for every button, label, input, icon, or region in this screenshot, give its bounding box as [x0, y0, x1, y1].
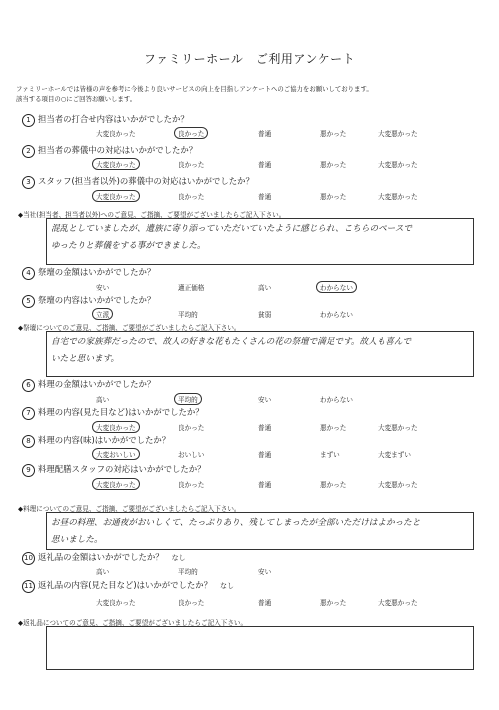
- q2-option-2[interactable]: 良かった: [178, 161, 205, 169]
- q10-number: 10: [22, 552, 35, 565]
- q3-option-1[interactable]: 大変良かった: [92, 190, 140, 202]
- q3-option-2[interactable]: 良かった: [178, 193, 205, 201]
- q7-option-5[interactable]: 大変悪かった: [378, 424, 418, 432]
- q8-option-1[interactable]: 大変おいしい: [92, 448, 140, 460]
- q4-question: [22, 266, 155, 280]
- q6-option-2[interactable]: 平均的: [174, 393, 202, 405]
- q3-option-4[interactable]: 悪かった: [320, 193, 347, 201]
- q8-question: [22, 434, 170, 448]
- q2-number: 2: [22, 145, 35, 158]
- q4-option-3[interactable]: 高い: [258, 284, 272, 292]
- q7-option-2[interactable]: 良かった: [178, 424, 205, 432]
- q11-number: 11: [22, 580, 35, 593]
- q8-text: 料理の内容(味)はいかがでしたか？: [38, 435, 171, 445]
- q11-question: [22, 579, 234, 593]
- q1-option-4[interactable]: 悪かった: [320, 130, 347, 138]
- q3-options: [0, 191, 499, 203]
- q6-number: 6: [22, 379, 35, 392]
- q8-option-3[interactable]: 普通: [258, 451, 272, 459]
- q3-option-3[interactable]: 普通: [258, 193, 272, 201]
- q4-option-2[interactable]: 適正価格: [178, 284, 205, 292]
- q5-option-4[interactable]: わからない: [320, 311, 353, 319]
- intro-line-1: ファミリーホールでは皆様の声を参考に今後より良いサービスの向上を目指しアンケートへのご協力をお願いしております。: [16, 85, 373, 93]
- q6-option-1[interactable]: 高い: [96, 396, 110, 404]
- q11-option-1[interactable]: 大変良かった: [96, 599, 136, 607]
- q7-question: [22, 406, 204, 420]
- comment2-box[interactable]: [46, 331, 474, 377]
- q9-options: [0, 479, 499, 491]
- comment3-handwritten-line-1: お昼の料理、お通夜がおいしくて、たっぷりあり、残してしまったが全部いただけはよかったと: [51, 518, 421, 528]
- q3-question: [22, 175, 254, 189]
- q2-question: [22, 144, 197, 158]
- q6-option-4[interactable]: わからない: [320, 396, 353, 404]
- q8-option-2[interactable]: おいしい: [178, 451, 205, 459]
- q3-text: スタッフ(担当者以外)の葬儀中の対応はいかがでしたか？: [38, 176, 254, 186]
- q1-option-1[interactable]: 大変良かった: [96, 130, 136, 138]
- q4-option-1[interactable]: 安い: [96, 284, 110, 292]
- q3-option-5[interactable]: 大変悪かった: [378, 193, 418, 201]
- q6-question: [22, 378, 155, 392]
- q2-option-1[interactable]: 大変良かった: [92, 158, 140, 170]
- survey-title: ファミリーホール ご利用アンケート: [143, 52, 356, 66]
- q1-number: 1: [22, 114, 35, 127]
- q10-note: なし: [171, 554, 186, 562]
- comment1-handwritten-line-1: 混乱としていましたが、遺族に寄り添っていただいていたように感じられ、こちらのペースで: [51, 224, 413, 234]
- q5-option-1[interactable]: 立派: [92, 308, 113, 320]
- q10-option-3[interactable]: 安い: [258, 568, 272, 576]
- q11-option-4[interactable]: 悪かった: [320, 599, 347, 607]
- q11-note: なし: [220, 582, 235, 590]
- q9-option-2[interactable]: 良かった: [178, 481, 205, 489]
- q11-option-2[interactable]: 良かった: [178, 599, 205, 607]
- q11-option-5[interactable]: 大変悪かった: [378, 599, 418, 607]
- q5-text: 祭壇の内容はいかがでしたか？: [38, 295, 156, 305]
- q8-number: 8: [22, 435, 35, 448]
- q7-option-3[interactable]: 普通: [258, 424, 272, 432]
- q5-option-3[interactable]: 貧弱: [258, 311, 272, 319]
- q2-option-5[interactable]: 大変悪かった: [378, 161, 418, 169]
- q9-option-5[interactable]: 大変悪かった: [378, 481, 418, 489]
- q1-options: [0, 128, 499, 140]
- q9-question: [22, 463, 206, 477]
- q9-option-1[interactable]: 大変良かった: [92, 478, 140, 490]
- q1-option-3[interactable]: 普通: [258, 130, 272, 138]
- q11-option-3[interactable]: 普通: [258, 599, 272, 607]
- intro-line-2: 該当する項目の○にご回答お願いします。: [16, 95, 137, 103]
- q5-number: 5: [22, 295, 35, 308]
- q8-option-5[interactable]: 大変まずい: [378, 451, 411, 459]
- q5-question: [22, 294, 155, 308]
- q9-number: 9: [22, 464, 35, 477]
- comment1-box[interactable]: [46, 218, 474, 265]
- q6-option-3[interactable]: 安い: [258, 396, 272, 404]
- q7-number: 7: [22, 407, 35, 420]
- q4-option-4[interactable]: わからない: [316, 281, 357, 293]
- comment1-heading: ◆当社(担当者、担当者以外)へのご意見、ご指摘、ご要望がございましたらご記入下さい。: [18, 211, 286, 219]
- q2-option-3[interactable]: 普通: [258, 161, 272, 169]
- q10-options: [0, 566, 499, 578]
- q1-option-5[interactable]: 大変悪かった: [378, 130, 418, 138]
- comment2-handwritten-line-2: いたと思います。: [51, 354, 120, 364]
- q10-option-1[interactable]: 高い: [96, 568, 110, 576]
- q2-option-4[interactable]: 悪かった: [320, 161, 347, 169]
- comment4-box[interactable]: [46, 626, 474, 670]
- comment2-heading: ◆祭壇についてのご意見、ご指摘、ご要望がございましたらご記入下さい。: [18, 324, 241, 332]
- q4-number: 4: [22, 267, 35, 280]
- q5-option-2[interactable]: 平均的: [178, 311, 198, 319]
- comment3-box[interactable]: [46, 512, 474, 550]
- comment3-handwritten-line-2: 思いました。: [51, 535, 103, 545]
- comment3-heading: ◆料理についてのご意見、ご指摘、ご要望がございましたらご記入下さい。: [18, 505, 241, 513]
- q4-options: [0, 282, 499, 294]
- comment4-heading: ◆返礼品についてのご意見、ご指摘、ご要望がございましたらご記入下さい。: [18, 619, 248, 627]
- q7-option-1[interactable]: 大変良かった: [92, 421, 140, 433]
- q2-text: 担当者の葬儀中の対応はいかがでしたか？: [38, 145, 198, 155]
- q7-text: 料理の内容(見た目など)はいかがでしたか？: [38, 407, 204, 417]
- q8-options: [0, 449, 499, 461]
- q3-number: 3: [22, 176, 35, 189]
- q10-question: [22, 551, 186, 565]
- q7-options: [0, 422, 499, 434]
- q6-text: 料理の金額はいかがでしたか？: [38, 379, 156, 389]
- q6-options: [0, 394, 499, 406]
- intro-text: [16, 84, 486, 104]
- q11-options: [0, 597, 499, 609]
- q5-options: [0, 309, 499, 321]
- q11-text: 返礼品の内容(見た目など)はいかがでしたか？: [38, 580, 213, 590]
- q1-option-2[interactable]: 良かった: [174, 127, 208, 139]
- comment2-handwritten-line-1: 自宅での家族葬だったので、故人の好きな花もたくさんの花の祭壇で満足です。故人も喜んで: [51, 337, 412, 347]
- q10-text: 返礼品の金額はいかがでしたか？: [38, 552, 164, 562]
- q9-option-3[interactable]: 普通: [258, 481, 272, 489]
- q1-question: [22, 113, 189, 127]
- q10-option-2[interactable]: 平均的: [178, 568, 198, 576]
- comment1-handwritten-line-2: ゆったりと葬儀をする事ができました。: [51, 241, 206, 251]
- q9-text: 料理配膳スタッフの対応はいかがでしたか？: [38, 464, 206, 474]
- q7-option-4[interactable]: 悪かった: [320, 424, 347, 432]
- q9-option-4[interactable]: 悪かった: [320, 481, 347, 489]
- q8-option-4[interactable]: まずい: [320, 451, 340, 459]
- q1-text: 担当者の打合せ内容はいかがでしたか？: [38, 114, 189, 124]
- q4-text: 祭壇の金額はいかがでしたか？: [38, 267, 156, 277]
- q2-options: [0, 159, 499, 171]
